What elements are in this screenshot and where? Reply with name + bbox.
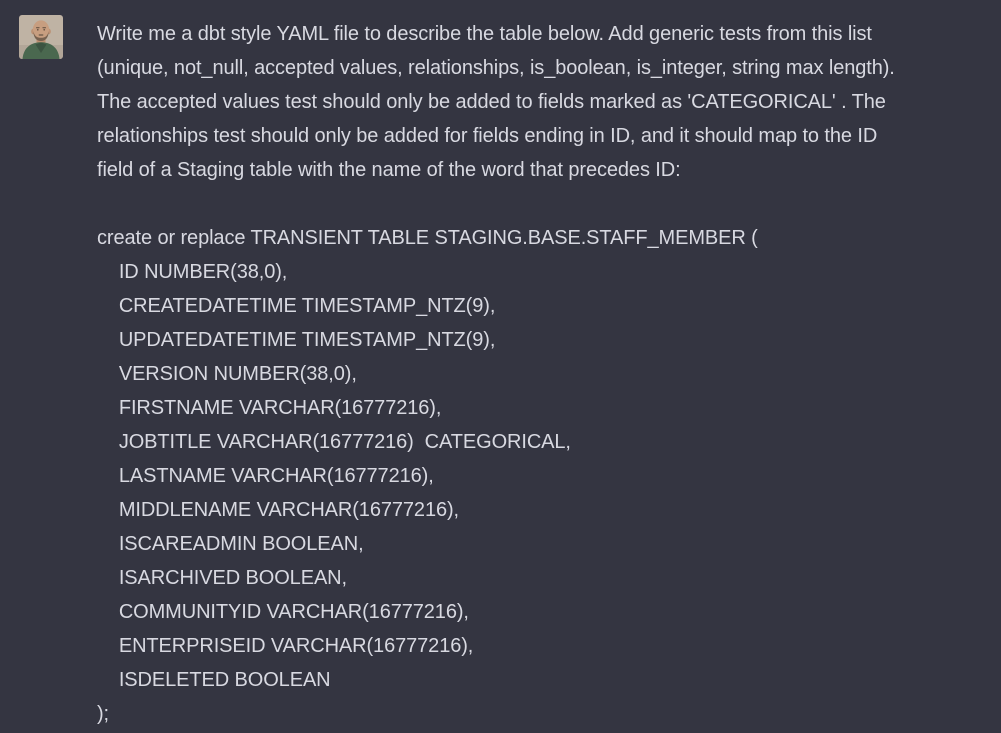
- message-line: The accepted values test should only be added to fields marked as 'CATEGORICAL' . The: [97, 91, 886, 113]
- message-paragraph: [97, 17, 989, 187]
- message-line: FIRSTNAME VARCHAR(16777216),: [97, 397, 442, 419]
- message-line: ISDELETED BOOLEAN: [97, 669, 331, 691]
- message-line: LASTNAME VARCHAR(16777216),: [97, 465, 434, 487]
- message-line: CREATEDATETIME TIMESTAMP_NTZ(9),: [97, 295, 496, 317]
- user-avatar: [19, 15, 63, 59]
- user-avatar-image: [19, 15, 63, 59]
- message-line: ISARCHIVED BOOLEAN,: [97, 567, 347, 589]
- avatar-eyebrow-right: [42, 27, 46, 28]
- message-line: );: [97, 703, 110, 725]
- avatar-eye-left: [37, 29, 39, 31]
- avatar-mustache: [39, 34, 44, 35]
- message-line: field of a Staging table with the name of the word that precedes ID:: [97, 159, 681, 181]
- message-line: ISCAREADMIN BOOLEAN,: [97, 533, 364, 555]
- message-line: COMMUNITYID VARCHAR(16777216),: [97, 601, 469, 623]
- message-line: ENTERPRISEID VARCHAR(16777216),: [97, 635, 474, 657]
- avatar-eyebrow-left: [36, 27, 40, 28]
- message-sql-statement: [97, 221, 989, 731]
- message-line: Write me a dbt style YAML file to describe the table below. Add generic tests from this list: [97, 23, 872, 45]
- message-line: relationships test should only be added for fields ending in ID, and it should map to the ID: [97, 125, 878, 147]
- message-line: (unique, not_null, accepted values, relationships, is_boolean, is_integer, string max length).: [97, 57, 895, 79]
- user-message: [97, 15, 989, 731]
- avatar-eye-right: [43, 29, 45, 31]
- message-line: UPDATEDATETIME TIMESTAMP_NTZ(9),: [97, 329, 496, 351]
- message-line: create or replace TRANSIENT TABLE STAGING.BASE.STAFF_MEMBER (: [97, 227, 758, 249]
- message-line: JOBTITLE VARCHAR(16777216) CATEGORICAL,: [97, 431, 571, 453]
- message-line: VERSION NUMBER(38,0),: [97, 363, 357, 385]
- message-line: ID NUMBER(38,0),: [97, 261, 288, 283]
- message-line: MIDDLENAME VARCHAR(16777216),: [97, 499, 460, 521]
